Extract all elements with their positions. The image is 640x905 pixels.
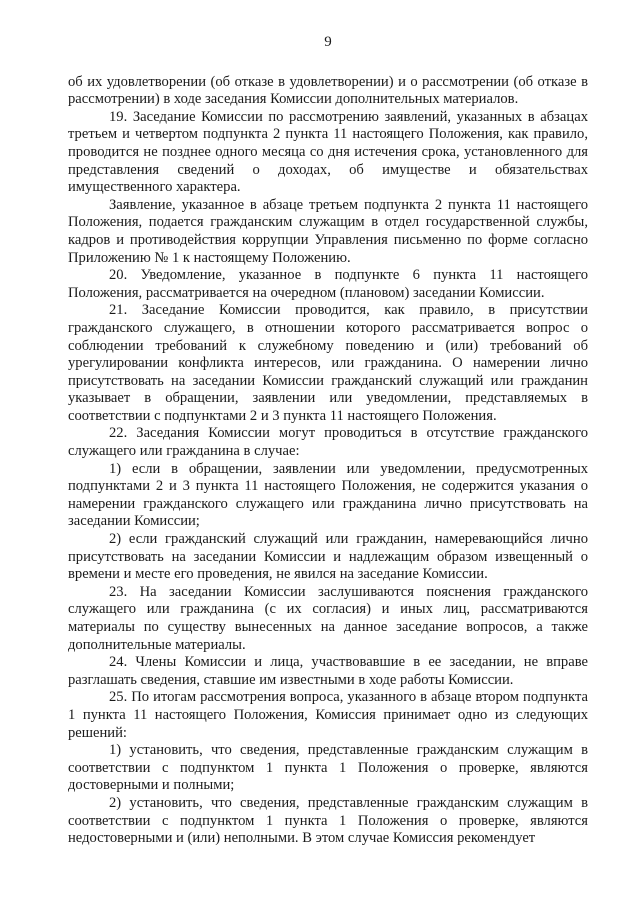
paragraph-21: 21. Заседание Комиссии проводится, как правило, в присутствии гражданского служащего, в отношении которого рассматривается вопрос о соблюдении требований к служебному поведению и (или) требований об урегулировании конфликта интересов, или гражданина. О намерении лично присутствовать на заседании Комиссии гражданский служащий или гражданин указывает в обращении, заявлении или уведомлении, представляемых в соответствии с подпунктами 2 и 3 пункта 11 настоящего Положения. xyxy=(68,302,588,424)
paragraph-23: 23. На заседании Комиссии заслушиваются пояснения гражданского служащего или гражданина (с их согласия) и иных лиц, рассматриваются материалы по существу вынесенных на данное заседание вопросов, а также дополнительные материалы. xyxy=(68,583,588,653)
paragraph-22: 22. Заседания Комиссии могут проводиться в отсутствие гражданского служащего или гражданина в случае: xyxy=(68,425,588,460)
paragraph-22-item-2: 2) если гражданский служащий или гражданин, намеревающийся лично присутствовать на заседании Комиссии и надлежащим образом извещенный о времени и месте его проведения, не явился на заседание Комиссии. xyxy=(68,531,588,583)
document-body xyxy=(68,74,588,848)
paragraph-19-statement: Заявление, указанное в абзаце третьем подпункта 2 пункта 11 настоящего Положения, подается гражданским служащим в отдел государственной службы, кадров и противодействия коррупции Управления письменно по форме согласно Приложению № 1 к настоящему Положению. xyxy=(68,196,588,266)
paragraph-continuation: об их удовлетворении (об отказе в удовлетворении) и о рассмотрении (об отказе в рассмотрении) в ходе заседания Комиссии дополнительных материалов. xyxy=(68,73,588,108)
paragraph-25: 25. По итогам рассмотрения вопроса, указанного в абзаце втором подпункта 1 пункта 11 настоящего Положения, Комиссия принимает одно из следующих решений: xyxy=(68,689,588,741)
paragraph-20: 20. Уведомление, указанное в подпункте 6 пункта 11 настоящего Положения, рассматривается на очередном (плановом) заседании Комиссии. xyxy=(68,267,588,301)
paragraph-25-item-1: 1) установить, что сведения, представленные гражданским служащим в соответствии с подпунктом 1 пункта 1 Положения о проверке, являются достоверными и полными; xyxy=(68,742,588,794)
paragraph-24: 24. Члены Комиссии и лица, участвовавшие в ее заседании, не вправе разглашать сведения, ставшие им известными в ходе работы Комиссии. xyxy=(68,654,588,688)
paragraph-25-item-2: 2) установить, что сведения, представленные гражданским служащим в соответствии с подпунктом 1 пункта 1 Положения о проверке, являются недостоверными и (или) неполными. В этом случае Комиссия рекомендует xyxy=(68,794,588,847)
paragraph-19: 19. Заседание Комиссии по рассмотрению заявлений, указанных в абзацах третьем и четвертом подпункта 2 пункта 11 настоящего Положения, как правило, проводится не позднее одного месяца со дня истечения срока, установленного для представления сведений о доходах, об имуществе и обязательствах имущественного характера. xyxy=(68,108,588,196)
paragraph-22-item-1: 1) если в обращении, заявлении или уведомлении, предусмотренных подпунктами 2 и 3 пункта 11 настоящего Положения, не содержится указания о намерении гражданского служащего или гражданина лично присутствовать на заседании Комиссии; xyxy=(68,460,588,530)
page-number: 9 xyxy=(324,34,332,50)
